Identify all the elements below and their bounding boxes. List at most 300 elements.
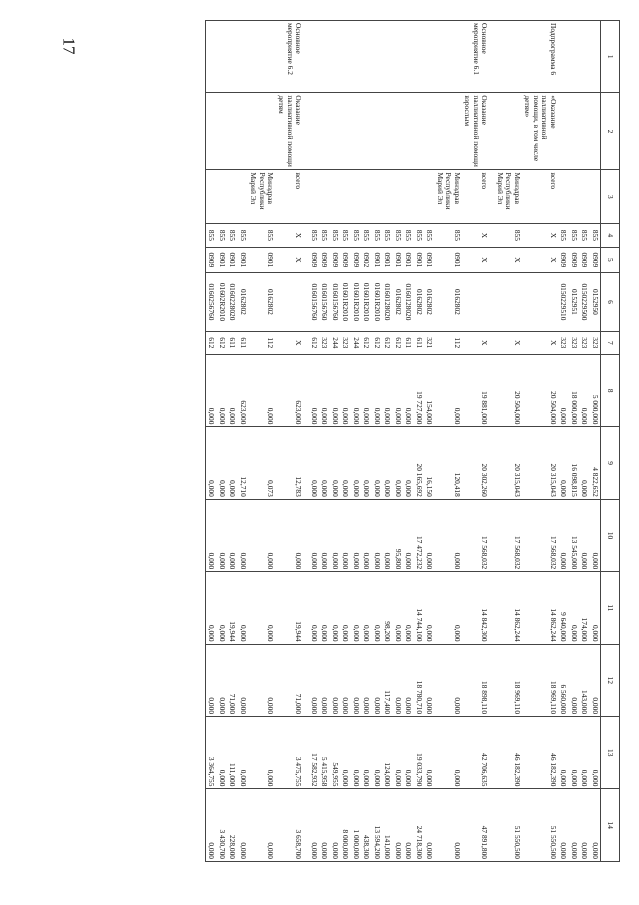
table-cell: X: [462, 247, 490, 273]
table-cell: 17 568,032: [462, 499, 490, 571]
column-header: 5: [601, 247, 620, 273]
table-cell: Минздрав Республики Марий Эл: [494, 170, 522, 224]
table-cell: 46 182,390: [522, 717, 558, 789]
table-cell: [579, 21, 590, 93]
table-cell: [522, 273, 558, 331]
table-cell: 0,000: [434, 499, 462, 571]
table-cell: 0,000: [350, 572, 361, 644]
table-cell: 855: [434, 224, 462, 247]
table-cell: 0,000: [329, 789, 340, 862]
table-cell: [340, 21, 351, 93]
table-cell: [489, 427, 494, 499]
table-cell: [308, 170, 319, 224]
table-cell: 0,000: [319, 789, 330, 862]
table-cell: [382, 93, 393, 170]
table-cell: 0909: [350, 247, 361, 273]
table-cell: [371, 21, 382, 93]
table-cell: 855: [237, 224, 248, 247]
table-cell: [308, 21, 319, 93]
table-cell: 438,300: [361, 789, 372, 862]
table-cell: 0,000: [340, 572, 351, 644]
table-cell: 0,000: [329, 644, 340, 716]
table-cell: 14 862,244: [522, 572, 558, 644]
table-cell: 0162802: [413, 273, 424, 331]
table-cell: 51 550,500: [494, 789, 522, 862]
table-cell: 0,000: [403, 572, 414, 644]
table-cell: 0901: [413, 247, 424, 273]
table-row: [237, 21, 248, 862]
table-cell: 0,000: [568, 717, 579, 789]
table-cell: 154,000: [424, 355, 435, 427]
table-row: [558, 21, 569, 862]
table-cell: 3 658,700: [276, 789, 304, 862]
table-cell: 0,000: [568, 572, 579, 644]
table-cell: 0,000: [371, 355, 382, 427]
table-cell: 0162802: [392, 273, 403, 331]
table-row: [350, 21, 361, 862]
table-cell: 0,000: [568, 789, 579, 862]
table-cell: Минздрав Республики Марий Эл: [248, 170, 276, 224]
table-cell: [308, 93, 319, 170]
table-row: [424, 21, 435, 862]
table-cell: [248, 21, 276, 93]
table-cell: 46 182,390: [494, 717, 522, 789]
table-cell: 17 582,932: [308, 717, 319, 789]
table-cell: [589, 21, 600, 93]
column-header: 8: [601, 355, 620, 427]
table-cell: 0,000: [340, 499, 351, 571]
table-cell: 323: [319, 331, 330, 354]
table-cell: [340, 170, 351, 224]
table-cell: 855: [216, 224, 227, 247]
table-cell: 42 706,635: [462, 717, 490, 789]
table-cell: [489, 93, 494, 170]
table-cell: Оказание паллиативной помощи взрослым: [462, 93, 490, 170]
table-cell: [434, 21, 462, 93]
table-cell: 20 315,043: [494, 427, 522, 499]
column-header: 4: [601, 224, 620, 247]
table-row: [276, 21, 304, 862]
table-cell: [319, 170, 330, 224]
table-cell: X: [276, 331, 304, 354]
table-cell: 855: [558, 224, 569, 247]
table-cell: 0,000: [350, 427, 361, 499]
table-cell: 0901: [371, 247, 382, 273]
table-cell: X: [494, 247, 522, 273]
column-header: 3: [601, 170, 620, 224]
table-cell: 0,000: [371, 499, 382, 571]
table-cell: 623,000: [276, 355, 304, 427]
table-cell: 0,000: [371, 644, 382, 716]
table-cell: [558, 21, 569, 93]
table-cell: всего: [276, 170, 304, 224]
table-cell: 0160128020: [382, 273, 393, 331]
table-cell: [489, 572, 494, 644]
table-cell: 20 165,692: [413, 427, 424, 499]
table-cell: 0,000: [403, 789, 414, 862]
table-cell: 9 640,000: [558, 572, 569, 644]
table-cell: 3 475,755: [276, 717, 304, 789]
table-cell: 855: [371, 224, 382, 247]
table-cell: 112: [248, 331, 276, 354]
table-cell: 0,000: [340, 355, 351, 427]
table-cell: [403, 170, 414, 224]
table-cell: 17 568,032: [494, 499, 522, 571]
table-cell: [558, 170, 569, 224]
table-row: [489, 21, 494, 862]
table-cell: 0,000: [237, 644, 248, 716]
table-row: [413, 21, 424, 862]
column-header: 12: [601, 644, 620, 716]
table-cell: X: [462, 331, 490, 354]
table-cell: 0,000: [216, 427, 227, 499]
table-cell: [424, 93, 435, 170]
table-cell: 0,000: [392, 644, 403, 716]
table-cell: 18 780,710: [413, 644, 424, 716]
column-header: 10: [601, 499, 620, 571]
table-cell: 0,000: [237, 789, 248, 862]
table-cell: [462, 273, 490, 331]
table-cell: 120,418: [434, 427, 462, 499]
table-cell: 20 315,043: [522, 427, 558, 499]
table-row: [522, 21, 558, 862]
table-cell: всего: [522, 170, 558, 224]
table-cell: [237, 93, 248, 170]
table-cell: 0,000: [350, 717, 361, 789]
table-cell: 611: [413, 331, 424, 354]
table-cell: [489, 170, 494, 224]
table-cell: 0,000: [248, 717, 276, 789]
table-cell: 0,000: [392, 355, 403, 427]
table-cell: 16 098,815: [568, 427, 579, 499]
table-cell: 0901: [382, 247, 393, 273]
table-cell: 0,000: [248, 499, 276, 571]
table-cell: 0,000: [424, 499, 435, 571]
table-cell: 18 969,110: [494, 644, 522, 716]
table-cell: 0,000: [308, 644, 319, 716]
table-cell: [237, 170, 248, 224]
table-cell: 01601R2010: [340, 273, 351, 331]
table-cell: 18 000,000: [568, 355, 579, 427]
table-cell: 855: [494, 224, 522, 247]
table-cell: 612: [216, 331, 227, 354]
table-cell: 8 000,000: [340, 789, 351, 862]
table-cell: [329, 93, 340, 170]
table-cell: [205, 93, 216, 170]
page-number: 17: [59, 37, 79, 55]
table-cell: 0,000: [589, 499, 600, 571]
table-cell: 612: [382, 331, 393, 354]
table-cell: 01601R2010: [350, 273, 361, 331]
table-cell: 0150229510: [558, 273, 569, 331]
table-cell: [350, 93, 361, 170]
table-cell: [489, 644, 494, 716]
table-cell: [489, 273, 494, 331]
table-cell: 1 000,000: [350, 789, 361, 862]
table-cell: 0,000: [319, 427, 330, 499]
table-cell: 0,000: [329, 355, 340, 427]
table-cell: [392, 93, 403, 170]
table-cell: [413, 93, 424, 170]
table-cell: 855: [308, 224, 319, 247]
table-cell: [489, 224, 494, 247]
table-cell: 0,000: [434, 572, 462, 644]
column-header: 13: [601, 717, 620, 789]
table-cell: [558, 93, 569, 170]
table-cell: 0,000: [424, 644, 435, 716]
table-cell: X: [522, 331, 558, 354]
table-cell: 51 550,500: [522, 789, 558, 862]
table-cell: 228,000: [227, 789, 238, 862]
table-cell: 0,000: [361, 355, 372, 427]
table-cell: [303, 355, 308, 427]
table-cell: 0,000: [227, 355, 238, 427]
table-cell: [489, 21, 494, 93]
table-cell: 0152950: [589, 273, 600, 331]
table-cell: [413, 21, 424, 93]
table-cell: 244: [329, 331, 340, 354]
table-cell: [303, 21, 308, 93]
table-cell: 0,000: [403, 717, 414, 789]
table-cell: 0,000: [382, 355, 393, 427]
table-row: [392, 21, 403, 862]
table-cell: [227, 21, 238, 93]
column-header: 9: [601, 427, 620, 499]
table-cell: 71,000: [227, 644, 238, 716]
table-cell: 19,944: [276, 572, 304, 644]
table-row: [403, 21, 414, 862]
table-cell: 0,000: [308, 355, 319, 427]
table-cell: 0909: [319, 247, 330, 273]
table-cell: [489, 247, 494, 273]
table-cell: [494, 21, 522, 93]
table-row: [216, 21, 227, 862]
table-cell: 0,000: [589, 789, 600, 862]
table-cell: [494, 273, 522, 331]
table-cell: 0,000: [589, 717, 600, 789]
column-header: 14: [601, 789, 620, 862]
table-cell: 0,000: [216, 355, 227, 427]
table-cell: [319, 93, 330, 170]
table-cell: 0,000: [350, 644, 361, 716]
table-cell: 0,000: [403, 427, 414, 499]
table-cell: [329, 170, 340, 224]
table-cell: 0,000: [319, 644, 330, 716]
table-cell: 13 545,000: [568, 499, 579, 571]
table-cell: 20 302,260: [462, 427, 490, 499]
table-cell: 611: [227, 331, 238, 354]
table-cell: 855: [319, 224, 330, 247]
table-cell: 0,000: [248, 355, 276, 427]
table-cell: Основное мероприятие 6.1: [462, 21, 490, 93]
table-cell: 244: [350, 331, 361, 354]
table-cell: 0162802: [434, 273, 462, 331]
table-cell: 98,200: [382, 572, 393, 644]
table-cell: 0,000: [371, 717, 382, 789]
table-cell: 0901: [237, 247, 248, 273]
table-cell: 0,000: [329, 427, 340, 499]
table-cell: 0,000: [403, 644, 414, 716]
table-cell: 0,000: [382, 499, 393, 571]
table-cell: 0,000: [340, 427, 351, 499]
table-cell: 323: [568, 331, 579, 354]
table-cell: 0,000: [205, 644, 216, 716]
table-cell: Оказание паллиативной помощи детям: [276, 93, 304, 170]
table-cell: «Оказание паллиативной помощи, в том числе детям»: [522, 93, 558, 170]
table-cell: 117,400: [382, 644, 393, 716]
table-body: [205, 21, 600, 862]
table-cell: [303, 93, 308, 170]
table-cell: 5 415,958: [319, 717, 330, 789]
table-cell: 47 891,800: [462, 789, 490, 862]
table-cell: 71,000: [276, 644, 304, 716]
table-cell: 20 504,000: [522, 355, 558, 427]
table-cell: [371, 93, 382, 170]
table-cell: X: [276, 224, 304, 247]
table-cell: 4 822,652: [589, 427, 600, 499]
table-cell: 01601R2010: [361, 273, 372, 331]
table-cell: 0,000: [319, 572, 330, 644]
table-cell: [579, 170, 590, 224]
table-cell: Основное мероприятие 6.2: [276, 21, 304, 93]
table-cell: 0,000: [579, 427, 590, 499]
column-header: 1: [601, 21, 620, 93]
table-cell: 0,000: [558, 499, 569, 571]
table-cell: 0901: [392, 247, 403, 273]
table-cell: 0,000: [340, 644, 351, 716]
table-row: [589, 21, 600, 862]
table-row: [227, 21, 238, 862]
table-cell: 0160128020: [403, 273, 414, 331]
table-cell: 0,000: [361, 499, 372, 571]
table-cell: 0,000: [403, 499, 414, 571]
table-cell: 0,000: [319, 499, 330, 571]
table-cell: 0901: [434, 247, 462, 273]
table-cell: 0901: [227, 247, 238, 273]
table-row: [494, 21, 522, 862]
table-cell: 0,000: [205, 355, 216, 427]
table-cell: 12,783: [276, 427, 304, 499]
table-row: [303, 21, 308, 862]
table-cell: 0909: [205, 247, 216, 273]
table-cell: 0909: [329, 247, 340, 273]
table-cell: 612: [371, 331, 382, 354]
table-cell: 0,000: [216, 717, 227, 789]
table-cell: 0,000: [568, 644, 579, 716]
table-cell: 0160156760: [319, 273, 330, 331]
table-cell: 01601R2010: [371, 273, 382, 331]
table-cell: [350, 170, 361, 224]
table-cell: 18 898,110: [462, 644, 490, 716]
table-cell: [403, 21, 414, 93]
budget-table: [205, 20, 620, 862]
table-cell: 0,000: [227, 499, 238, 571]
table-cell: 0,000: [308, 789, 319, 862]
table-cell: 0901: [216, 247, 227, 273]
table-cell: 0,000: [434, 789, 462, 862]
table-cell: 0,000: [216, 572, 227, 644]
table-cell: [303, 644, 308, 716]
table-cell: 0,000: [382, 427, 393, 499]
table-cell: [489, 789, 494, 862]
table-cell: 0,000: [329, 499, 340, 571]
table-cell: [494, 93, 522, 170]
table-cell: 0,000: [216, 644, 227, 716]
table-cell: 0160256760: [205, 273, 216, 331]
table-cell: 0,000: [205, 427, 216, 499]
table-cell: 0,000: [205, 789, 216, 862]
table-cell: 0,000: [392, 427, 403, 499]
table-cell: 0,000: [361, 427, 372, 499]
table-cell: [303, 427, 308, 499]
table-cell: 323: [589, 331, 600, 354]
table-cell: 612: [308, 331, 319, 354]
table-cell: 3 364,755: [205, 717, 216, 789]
table-cell: 14 842,300: [462, 572, 490, 644]
table-cell: [579, 93, 590, 170]
table-cell: 0,000: [319, 355, 330, 427]
table-cell: 112: [434, 331, 462, 354]
table-cell: [489, 499, 494, 571]
table-cell: 0,000: [308, 572, 319, 644]
table-cell: 3 430,700: [216, 789, 227, 862]
table-cell: X: [494, 331, 522, 354]
table-cell: Подпрограмма 6: [522, 21, 558, 93]
table-cell: 855: [361, 224, 372, 247]
table-cell: 01602R2010: [216, 273, 227, 331]
table-cell: 18 969,110: [522, 644, 558, 716]
table-cell: [424, 170, 435, 224]
rotated-page: [82, 20, 620, 862]
table-cell: 0,000: [558, 717, 569, 789]
table-cell: 6 560,000: [558, 644, 569, 716]
table-cell: 19,944: [227, 572, 238, 644]
table-cell: 855: [403, 224, 414, 247]
table-cell: 0,000: [361, 717, 372, 789]
table-cell: [340, 93, 351, 170]
table-cell: 611: [237, 331, 248, 354]
table-cell: [382, 21, 393, 93]
table-cell: 855: [392, 224, 403, 247]
table-row: [308, 21, 319, 862]
table-cell: 0,000: [237, 499, 248, 571]
table-cell: 0909: [579, 247, 590, 273]
table-row: [568, 21, 579, 862]
table-cell: 24 718,300: [413, 789, 424, 862]
table-cell: [392, 21, 403, 93]
table-cell: 16,150: [424, 427, 435, 499]
table-cell: 5 000,000: [589, 355, 600, 427]
table-cell: [568, 93, 579, 170]
table-cell: 0901: [403, 247, 414, 273]
column-header: 7: [601, 331, 620, 354]
table-cell: [303, 789, 308, 862]
table-cell: [276, 273, 304, 331]
table-cell: [392, 170, 403, 224]
table-cell: [489, 331, 494, 354]
table-cell: [568, 21, 579, 93]
table-cell: 0150229500: [579, 273, 590, 331]
table-cell: 0,000: [424, 572, 435, 644]
table-cell: 0160228020: [227, 273, 238, 331]
table-cell: 855: [248, 224, 276, 247]
table-cell: 14 744,100: [413, 572, 424, 644]
table-cell: 323: [558, 331, 569, 354]
table-cell: 612: [205, 331, 216, 354]
table-cell: 0,000: [248, 644, 276, 716]
table-cell: 0,000: [392, 572, 403, 644]
table-cell: 0162802: [237, 273, 248, 331]
